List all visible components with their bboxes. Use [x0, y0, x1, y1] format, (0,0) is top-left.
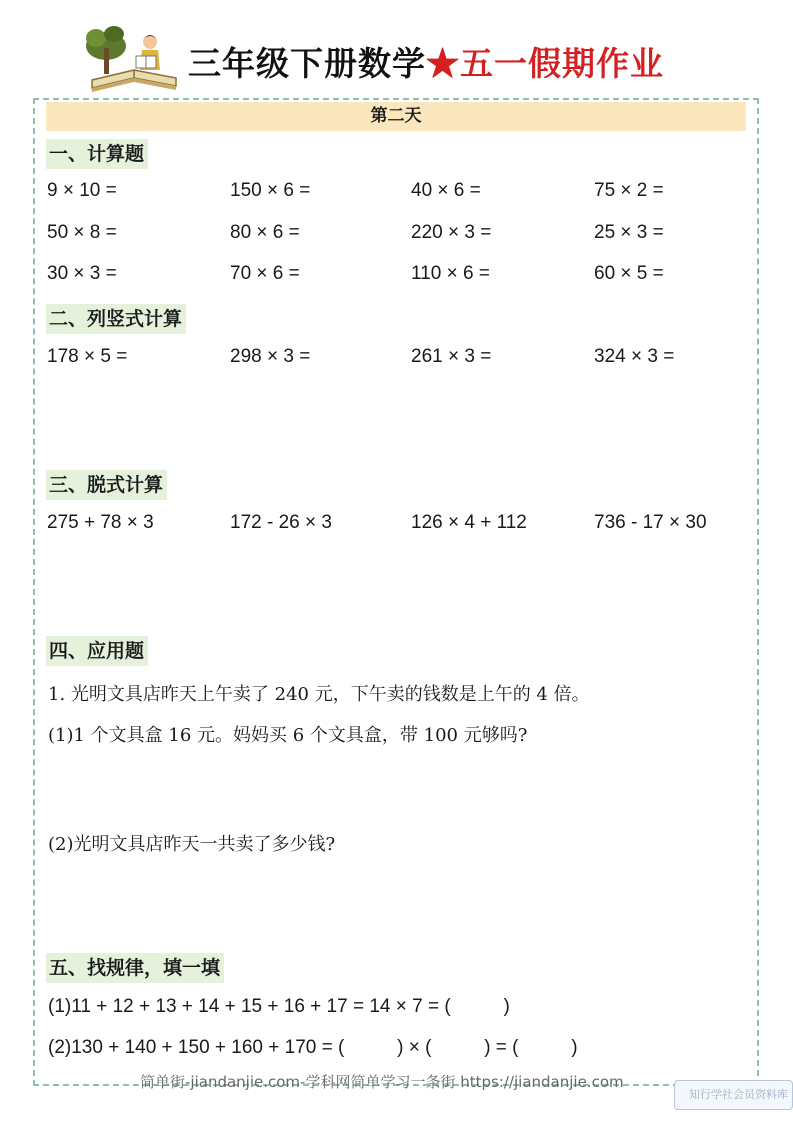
- section-2-heading: 二、列竖式计算: [46, 304, 186, 334]
- vertical-calc-row: [46, 346, 746, 376]
- calc-row-3: [46, 263, 746, 293]
- pattern-line-2: (2)130 + 140 + 150 + 160 + 170 = ( ) × ( ) = ( ): [48, 1037, 578, 1058]
- vertical-calc-item: 261 × 3 =: [411, 346, 492, 367]
- page-header: [84, 18, 744, 98]
- step-calc-item: 126 × 4 + 112: [411, 512, 527, 533]
- footer-watermark: 简单街-jiandanjie.com-学科网简单学习一条街 https://jiandanjie.com: [140, 1073, 624, 1091]
- section-5-heading: 五、找规律，填一填: [46, 953, 224, 983]
- calc-item: 9 × 10 =: [47, 180, 117, 201]
- calc-item: 80 × 6 =: [230, 222, 300, 243]
- word-problem-statement: 1. 光明文具店昨天上午卖了 240 元，下午卖的钱数是上午的 4 倍。: [48, 684, 590, 705]
- reading-child-illustration: [84, 18, 184, 96]
- calc-item: 220 × 3 =: [411, 222, 492, 243]
- calc-item: 70 × 6 =: [230, 263, 300, 284]
- watermark-stamp: 知行学社会员资料库: [674, 1080, 793, 1110]
- vertical-calc-item: 324 × 3 =: [594, 346, 675, 367]
- calc-item: 30 × 3 =: [47, 263, 117, 284]
- calc-item: 25 × 3 =: [594, 222, 664, 243]
- step-calc-row: [46, 512, 746, 542]
- section-1-heading: 一、计算题: [46, 139, 148, 169]
- vertical-calc-item: 178 × 5 =: [47, 346, 128, 367]
- calc-row-2: [46, 222, 746, 252]
- title-sub: 五一假期作业: [460, 44, 664, 83]
- page-title: [188, 38, 664, 85]
- pattern-line-1: (1)11 + 12 + 13 + 14 + 15 + 16 + 17 = 14 × 7 = ( ): [48, 996, 510, 1017]
- step-calc-item: 275 + 78 × 3: [47, 512, 154, 533]
- title-main: 三年级下册数学: [188, 44, 426, 83]
- calc-item: 60 × 5 =: [594, 263, 664, 284]
- step-calc-item: 736 - 17 × 30: [594, 512, 707, 533]
- section-3-heading: 三、脱式计算: [46, 470, 167, 500]
- calc-item: 75 × 2 =: [594, 180, 664, 201]
- word-problem-question-1: (1)1 个文具盒 16 元。妈妈买 6 个文具盒，带 100 元够吗?: [48, 725, 528, 746]
- step-calc-item: 172 - 26 × 3: [230, 512, 332, 533]
- word-problem-question-2: (2)光明文具店昨天一共卖了多少钱?: [48, 834, 336, 855]
- calc-item: 150 × 6 =: [230, 180, 311, 201]
- calc-item: 40 × 6 =: [411, 180, 481, 201]
- star-icon: ★: [426, 44, 460, 83]
- day-label: 第二天: [46, 102, 746, 131]
- calc-row-1: [46, 180, 746, 210]
- calc-item: 110 × 6 =: [411, 263, 490, 284]
- section-4-heading: 四、应用题: [46, 636, 148, 666]
- calc-item: 50 × 8 =: [47, 222, 117, 243]
- vertical-calc-item: 298 × 3 =: [230, 346, 311, 367]
